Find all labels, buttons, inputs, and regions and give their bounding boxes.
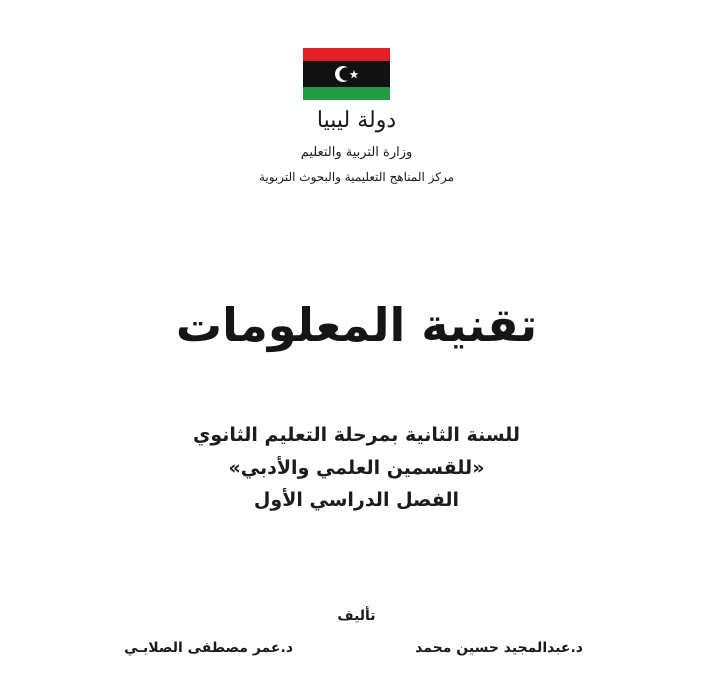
subtitle-semester: الفصل الدراسي الأول <box>253 489 460 511</box>
ministry-name: وزارة التربية والتعليم <box>300 145 413 160</box>
flag-green-band <box>303 87 390 100</box>
flag-red-band <box>303 48 390 61</box>
state-name: دولة ليبيا <box>316 108 397 133</box>
subtitle-grade: للسنة الثانية بمرحلة التعليم الثانوي <box>192 424 521 446</box>
libya-flag <box>303 48 390 100</box>
curriculum-center-name: مركز المناهج التعليمية والبحوث التربوية <box>258 170 455 184</box>
authorship-label: تأليف <box>337 608 376 624</box>
flag-black-band <box>303 61 390 87</box>
author-name: د.عمر مصطفى الصلابـي <box>124 640 293 656</box>
crescent-star-icon <box>333 63 361 85</box>
subtitle-sections: «للقسمين العلمي والأدبي» <box>228 457 485 479</box>
author-name: د.عبدالمجيد حسين محمد <box>415 640 583 656</box>
book-title: تقنية المعلومات <box>175 298 538 352</box>
